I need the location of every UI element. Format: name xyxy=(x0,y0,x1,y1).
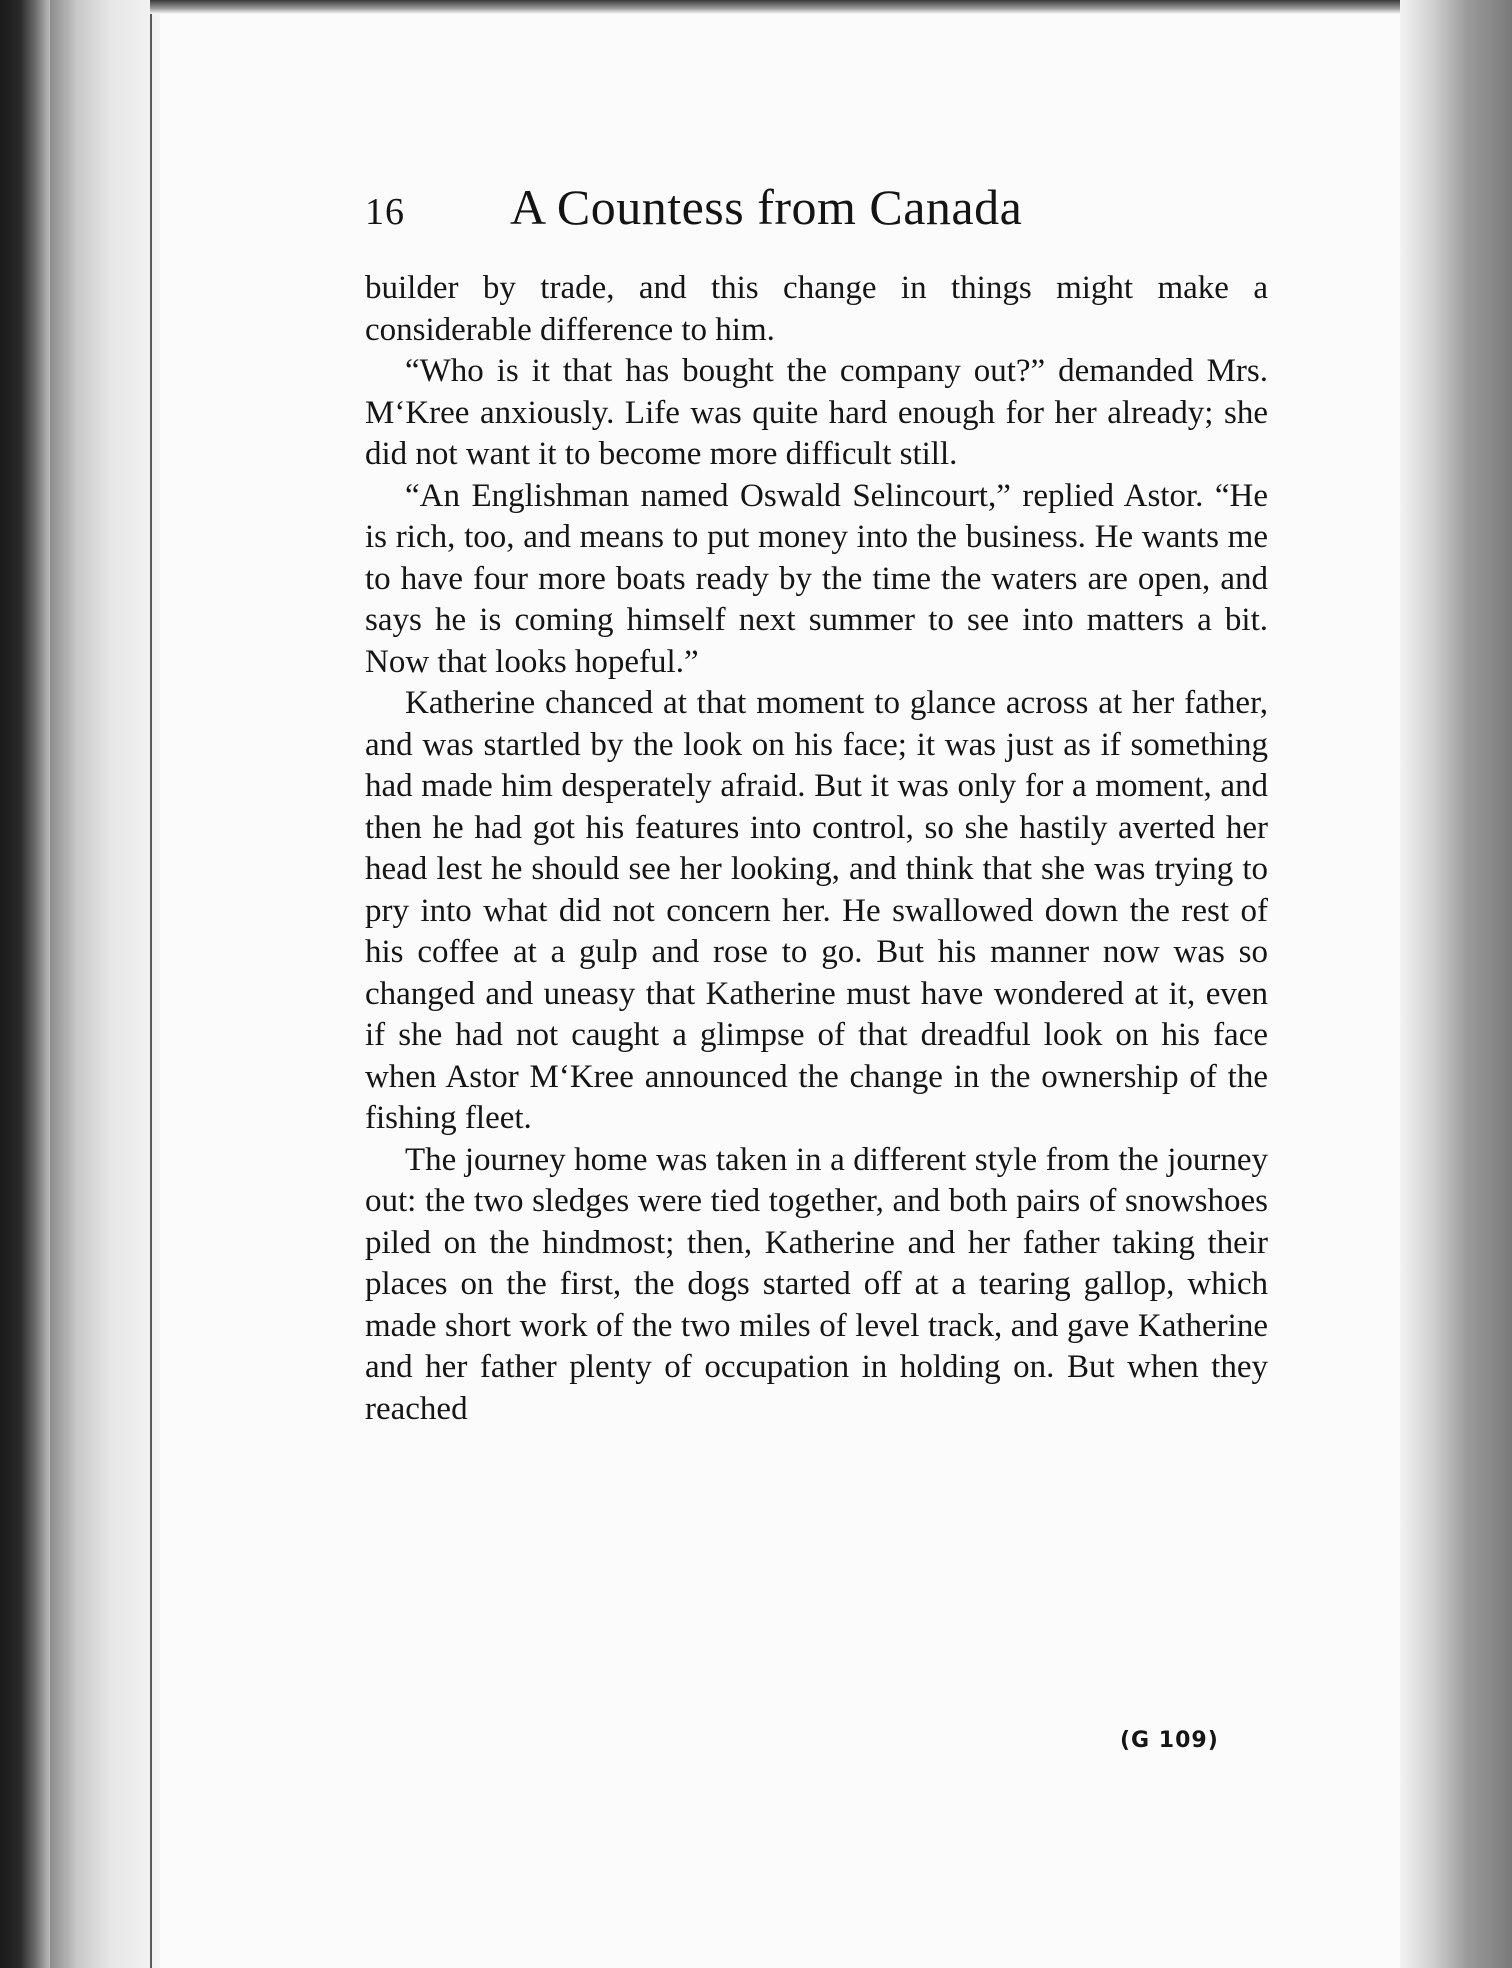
paragraph: Katherine chanced at that moment to glance across at her father, and was startled by the look on his face; it was just as if something had made him desperately afraid. But it was only for a moment, and then he had got his features into control, so she hastily averted her head lest he should see her looking, and think that she was trying to pry into what did not concern her. He swallowed down the rest of his coffee at a gulp and rose to go. But his manner now was so changed and uneasy that Katherine must have wondered at it, even if she had not caught a glimpse of that dreadful look on his face when Astor M‘Kree announced the change in the ownership of the fishing fleet. xyxy=(365,685,1268,1136)
page-number: 16 xyxy=(365,191,405,233)
paragraph: The journey home was taken in a different style from the journey out: the two sledges were tied together, and both pairs of snowshoes piled on the hindmost; then, Katherine and her father taking their places on the first, the dogs started off at a tearing gallop, which made short work of the two miles of level track, and gave Katherine and her father plenty of occupation in holding on. But when they reached xyxy=(365,1141,1268,1427)
running-head xyxy=(365,178,1125,238)
scan-right-edge xyxy=(1400,0,1512,1968)
paragraph: “An Englishman named Oswald Selincourt,” replied Astor. “He is rich, too, and means to put money into the business. He wants me to have four more boats ready by the time the waters are open, and says he is coming himself next summer to see into matters a bit. Now that looks hopeful.” xyxy=(365,477,1268,680)
body-text xyxy=(365,268,1268,1430)
gutter-fold-line xyxy=(150,0,152,1968)
book-gutter xyxy=(50,0,160,1968)
page-top-edge xyxy=(150,0,1420,14)
scan-left-edge xyxy=(0,0,50,1968)
paragraph-continuation: builder by trade, and this change in things might make a considerable difference to him. xyxy=(365,270,1268,348)
paragraph: “Who is it that has bought the company out?” demanded Mrs. M‘Kree anxiously. Life was quite hard enough for her already; she did not want it to become more difficult still. xyxy=(365,353,1268,472)
running-title: A Countess from Canada xyxy=(510,179,1023,235)
printer-signature-mark: (G 109) xyxy=(1120,1728,1219,1753)
